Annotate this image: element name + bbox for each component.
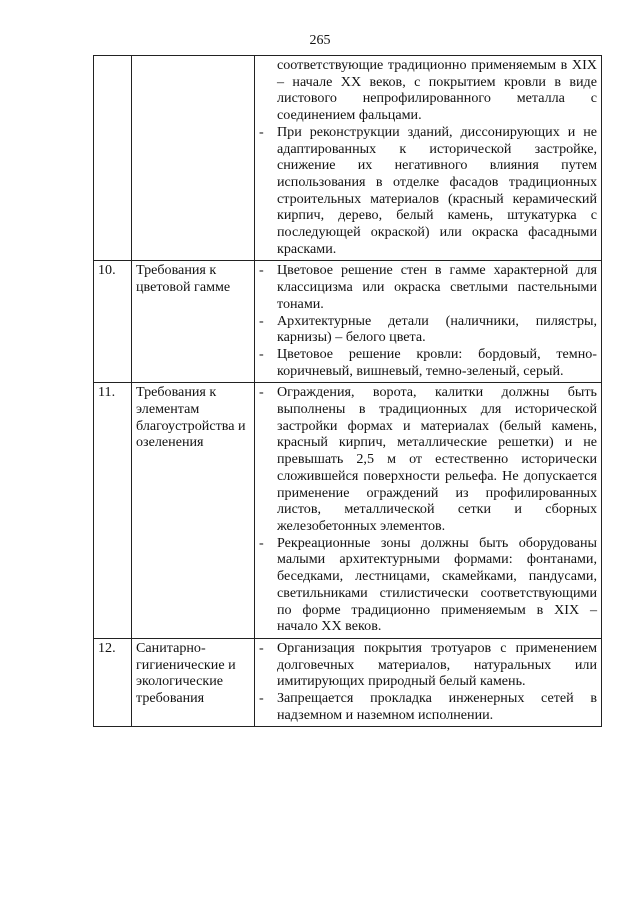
row-number: 12. (94, 638, 132, 727)
row-number: 11. (94, 383, 132, 639)
requirement-item: - Цветовое решение кровли: бордовый, темно-коричневый, вишневый, темно-зеленый, серый. (259, 346, 597, 379)
requirement-item: - Организация покрытия тротуаров с применением долговечных материалов, натуральных или имитирующих природный белый камень. (259, 640, 597, 690)
requirement-details (255, 56, 602, 261)
table-row (94, 56, 602, 261)
requirement-list (259, 57, 597, 257)
requirement-item: - Запрещается прокладка инженерных сетей в надземном и наземном исполнении. (259, 690, 597, 723)
requirement-item: - Цветовое решение стен в гамме характерной для классицизма или окраска светлыми пастельными тонами. (259, 262, 597, 312)
requirement-category: Требования к элементам благоустройства и озеленения (132, 383, 255, 639)
requirement-item: - Архитектурные детали (наличники, пилястры, карнизы) – белого цвета. (259, 313, 597, 346)
requirement-category (132, 56, 255, 261)
requirement-category: Санитарно-гигиенические и экологические требования (132, 638, 255, 727)
requirement-item: - Рекреационные зоны должны быть оборудованы малыми архитектурными формами: фонтанами, беседками, лестницами, скамейками, пандусами, светильниками стилистически соответствующими по форме традиционно применяемым в XIX – начало XX веков. (259, 535, 597, 635)
requirement-details (255, 638, 602, 727)
table-row (94, 261, 602, 383)
requirements-table (93, 55, 602, 727)
requirement-list (259, 384, 597, 635)
requirement-category: Требования к цветовой гамме (132, 261, 255, 383)
requirement-item: - При реконструкции зданий, диссонирующих и не адаптированных к исторической застройке, снижение их негативного влияния путем использования в отделке фасадов традиционных строительных материалов (красный керамический кирпич, дерево, белый камень, штукатурка с последующей окраской) или окраска фасадными красками. (259, 124, 597, 258)
row-number (94, 56, 132, 261)
requirement-list (259, 640, 597, 724)
page-number: 265 (309, 33, 331, 48)
requirement-item: соответствующие традиционно применяемым в XIX – начале XX веков, с покрытием кровли в виде листового непрофилированного металла с соединением фальцами. (277, 57, 597, 124)
table-row (94, 383, 602, 639)
table-row (94, 638, 602, 727)
row-number: 10. (94, 261, 132, 383)
requirement-item: - Ограждения, ворота, калитки должны быть выполнены в традиционных для исторической застройки формах и материалах (белый камень, красный кирпич, металлические решетки) и не превышать 2,5 м от естественно исторически сложившейся поверхности рельефа. Не допускается применение ограждений из профилированных листов, металлической сетки и сборных железобетонных элементов. (259, 384, 597, 534)
requirement-details (255, 383, 602, 639)
requirement-details (255, 261, 602, 383)
requirements-table-body (94, 56, 602, 727)
requirement-list (259, 262, 597, 379)
